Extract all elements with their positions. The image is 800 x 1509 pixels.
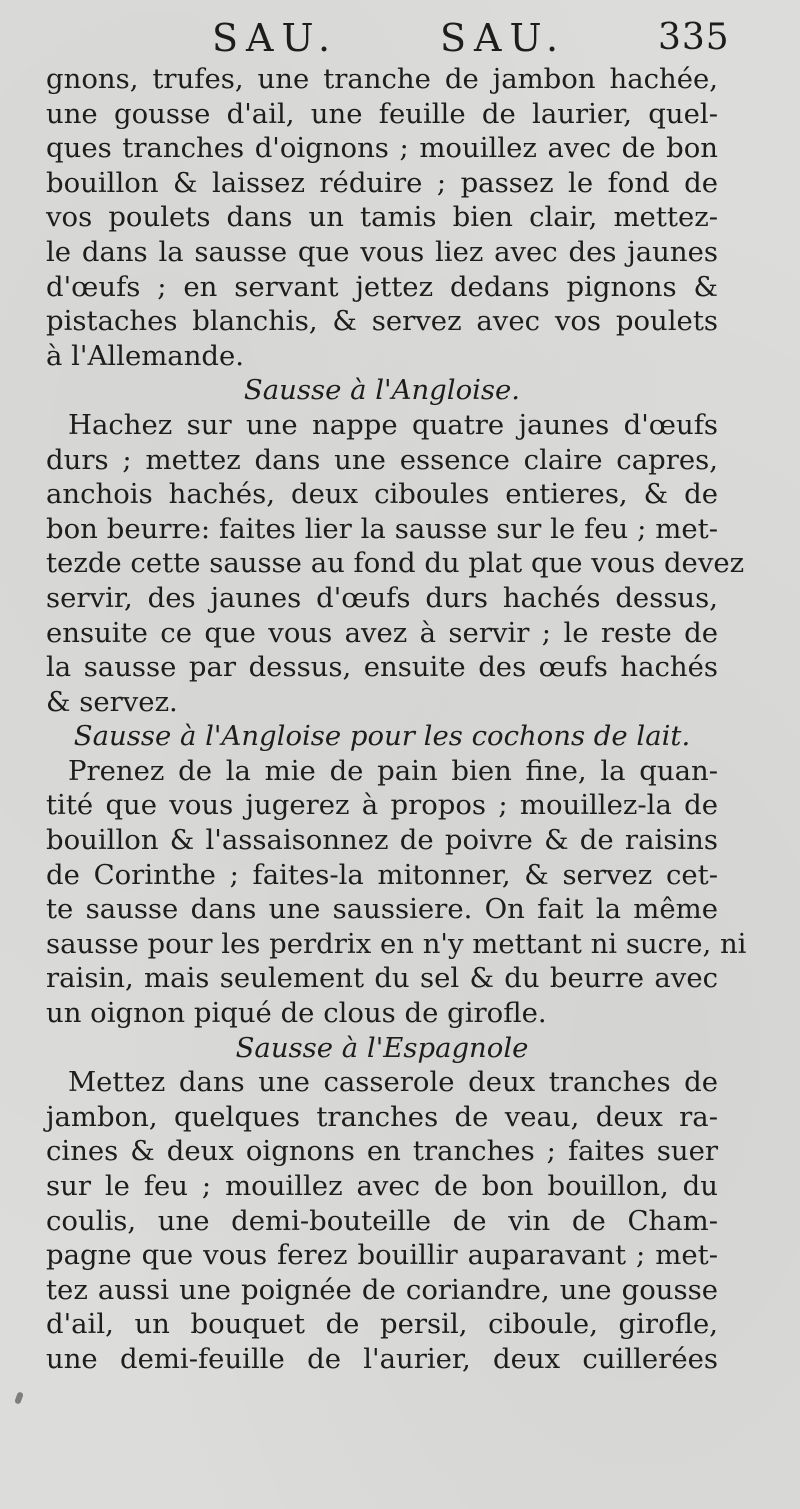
text-line: d'ail, un bouquet de persil, ciboule, girofle, [46, 1308, 718, 1341]
section-heading: Sausse à l'Angloise. [243, 374, 521, 407]
ink-smudge [14, 1391, 24, 1404]
text-line: servir, des jaunes d'œufs durs hachés dessus, [46, 581, 718, 614]
text-line: d'œufs ; en servant jettez dedans pignons & [46, 270, 718, 303]
section-heading: Sausse à l'Angloise pour les cochons de lait. [73, 720, 691, 753]
text-line: sur le feu ; mouillez avec de bon bouillon, du [46, 1170, 718, 1202]
text-line: gnons, trufes, une tranche de jambon hachée, [46, 63, 718, 95]
text-line: bouillon & l'assaisonnez de poivre & de raisins [46, 824, 718, 857]
section-heading: Sausse à l'Espagnole [235, 1031, 529, 1064]
text-line: raisin, mais seulement du sel & du beurre avec [46, 962, 718, 995]
text-line: anchois hachés, deux ciboules entieres, & de [46, 478, 718, 511]
text-line: une gousse d'ail, une feuille de laurier, quel- [46, 97, 718, 130]
text-line: bon beurre: faites lier la sausse sur le feu ; met- [46, 512, 718, 545]
text-line: sausse pour les perdrix en n'y mettant ni sucre, ni [46, 927, 747, 960]
text-line: la sausse par dessus, ensuite des œufs hachés [46, 651, 718, 684]
text-line: Mettez dans une casserole deux tranches de [68, 1066, 718, 1099]
header-left-word: SAU. [212, 16, 339, 60]
text-line: bouillon & laissez réduire ; passez le fond de [46, 166, 718, 199]
text-line: de Corinthe ; faites-la mitonner, & servez cet- [46, 858, 718, 891]
text-line: coulis, une demi-bouteille de vin de Cham- [46, 1204, 718, 1237]
text-body [46, 62, 747, 1377]
text-line: durs ; mettez dans une essence claire capres, [46, 443, 718, 476]
text-line: & servez. [46, 685, 178, 718]
header-right-word: SAU. [440, 16, 567, 60]
text-line: tez aussi une poignée de coriandre, une gousse [46, 1273, 718, 1306]
text-line: te sausse dans une saussiere. On fait la même [46, 893, 718, 926]
text-line: un oignon piqué de clous de girofle. [46, 997, 547, 1030]
text-line: tezde cette sausse au fond du plat que vous devez [46, 547, 745, 580]
text-line: pistaches blanchis, & servez avec vos poulets [46, 305, 718, 338]
running-header [0, 16, 800, 60]
text-line: le dans la sausse que vous liez avec des jaunes [46, 235, 718, 268]
text-line: tité que vous jugerez à propos ; mouillez-la de [46, 789, 718, 822]
page-number: 335 [658, 17, 730, 58]
text-line: pagne que vous ferez bouillir auparavant ; met- [46, 1239, 718, 1272]
text-line: vos poulets dans un tamis bien clair, mettez- [46, 201, 718, 234]
text-line: une demi-feuille de l'aurier, deux cuillerées [46, 1342, 718, 1375]
text-line: jambon, quelques tranches de veau, deux ra- [46, 1100, 718, 1133]
text-line: ensuite ce que vous avez à servir ; le reste de [46, 616, 718, 649]
text-line: Hachez sur une nappe quatre jaunes d'œufs [68, 408, 718, 441]
text-line: à l'Allemande. [46, 339, 245, 372]
text-line: ques tranches d'oignons ; mouillez avec de bon [46, 132, 718, 165]
text-line: cines & deux oignons en tranches ; faites suer [46, 1135, 718, 1168]
text-line: Prenez de la mie de pain bien fine, la quan- [68, 754, 718, 787]
